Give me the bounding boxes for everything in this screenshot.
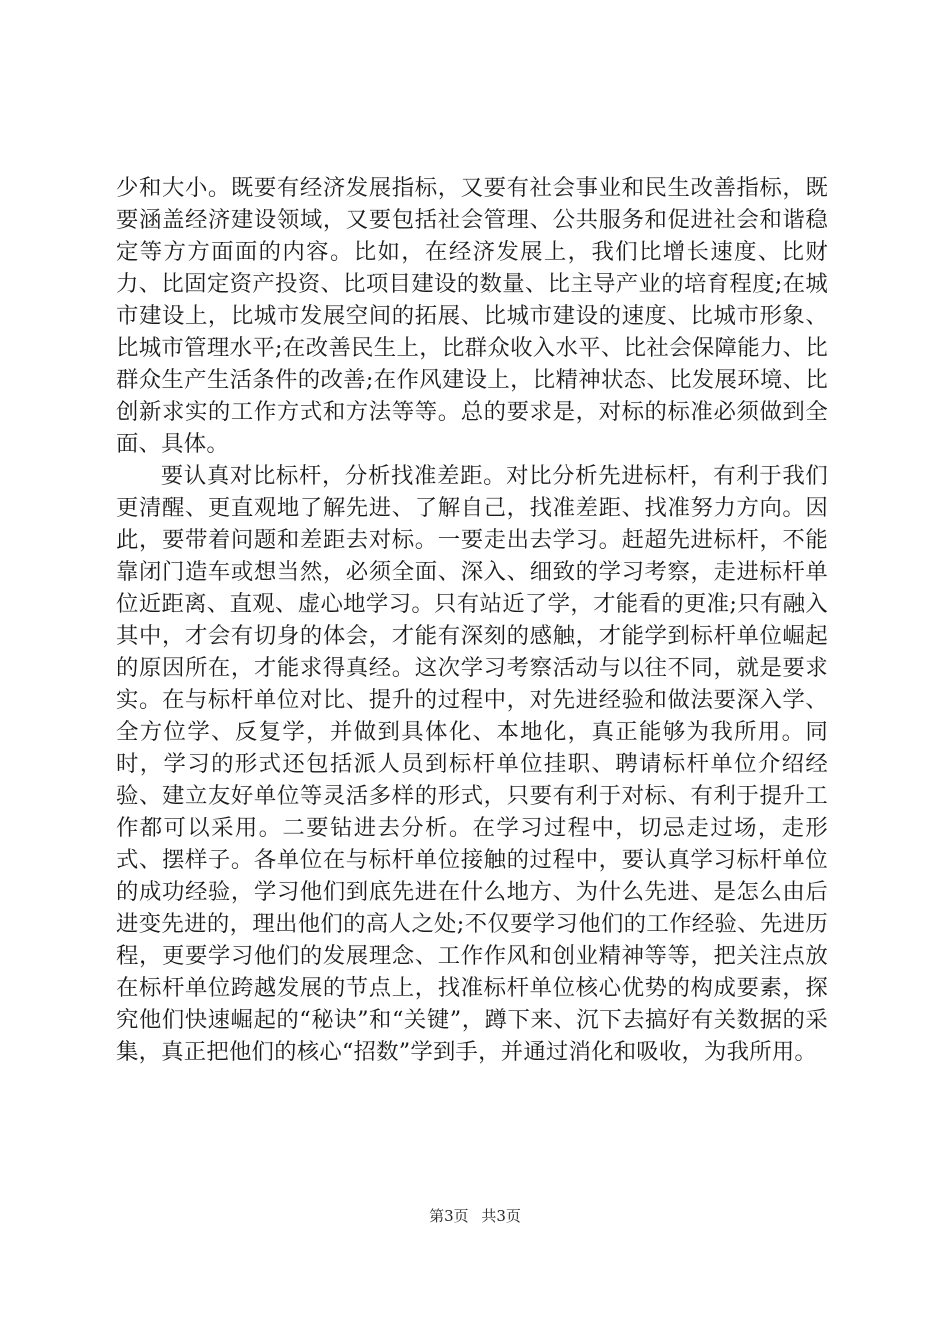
page-number: 第3页 [429,1207,469,1225]
page-total: 共3页 [481,1207,521,1225]
document-body [116,172,828,1068]
paragraph-continuation: 少和大小。既要有经济发展指标，又要有社会事业和民生改善指标，既要涵盖经济建设领域，又要包括社会管理、公共服务和促进社会和谐稳定等方方面面的内容。比如，在经济发展上，我们比增长速度、比财力、比固定资产投资、比项目建设的数量、比主导产业的培育程度;在城市建设上，比城市发展空间的拓展、比城市建设的速度、比城市形象、比城市管理水平;在改善民生上，比群众收入水平、比社会保障能力、比群众生产生活条件的改善;在作风建设上，比精神状态、比发展环境、比创新求实的工作方式和方法等等。总的要求是，对标的标准必须做到全面、具体。 [116,175,828,457]
page-footer [0,1206,950,1226]
paragraph-benchmark-comparison: 要认真对比标杆，分析找准差距。对比分析先进标杆，有利于我们更清醒、更直观地了解先进、了解自己，找准差距、找准努力方向。因此，要带着问题和差距去对标。一要走出去学习。赶超先进标杆，不能靠闭门造车或想当然，必须全面、深入、细致的学习考察，走进标杆单位近距离、直观、虚心地学习。只有站近了学，才能看的更准;只有融入其中，才会有切身的体会，才能有深刻的感触，才能学到标杆单位崛起的原因所在，才能求得真经。这次学习考察活动与以往不同，就是要求实。在与标杆单位对比、提升的过程中，对先进经验和做法要深入学、全方位学、反复学，并做到具体化、本地化，真正能够为我所用。同时，学习的形式还包括派人员到标杆单位挂职、聘请标杆单位介绍经验、建立友好单位等灵活多样的形式，只要有利于对标、有利于提升工作都可以采用。二要钻进去分析。在学习过程中，切忌走过场，走形式、摆样子。各单位在与标杆单位接触的过程中，要认真学习标杆单位的成功经验，学习他们到底先进在什么地方、为什么先进、是怎么由后进变先进的，理出他们的高人之处;不仅要学习他们的工作经验、先进历程，更要学习他们的发展理念、工作作风和创业精神等等，把关注点放在标杆单位跨越发展的节点上，找准标杆单位核心优势的构成要素，探究他们快速崛起的“秘诀”和“关键”，蹲下来、沉下去搞好有关数据的采集，真正把他们的核心“招数”学到手，并通过消化和吸收，为我所用。 [116,463,828,1065]
